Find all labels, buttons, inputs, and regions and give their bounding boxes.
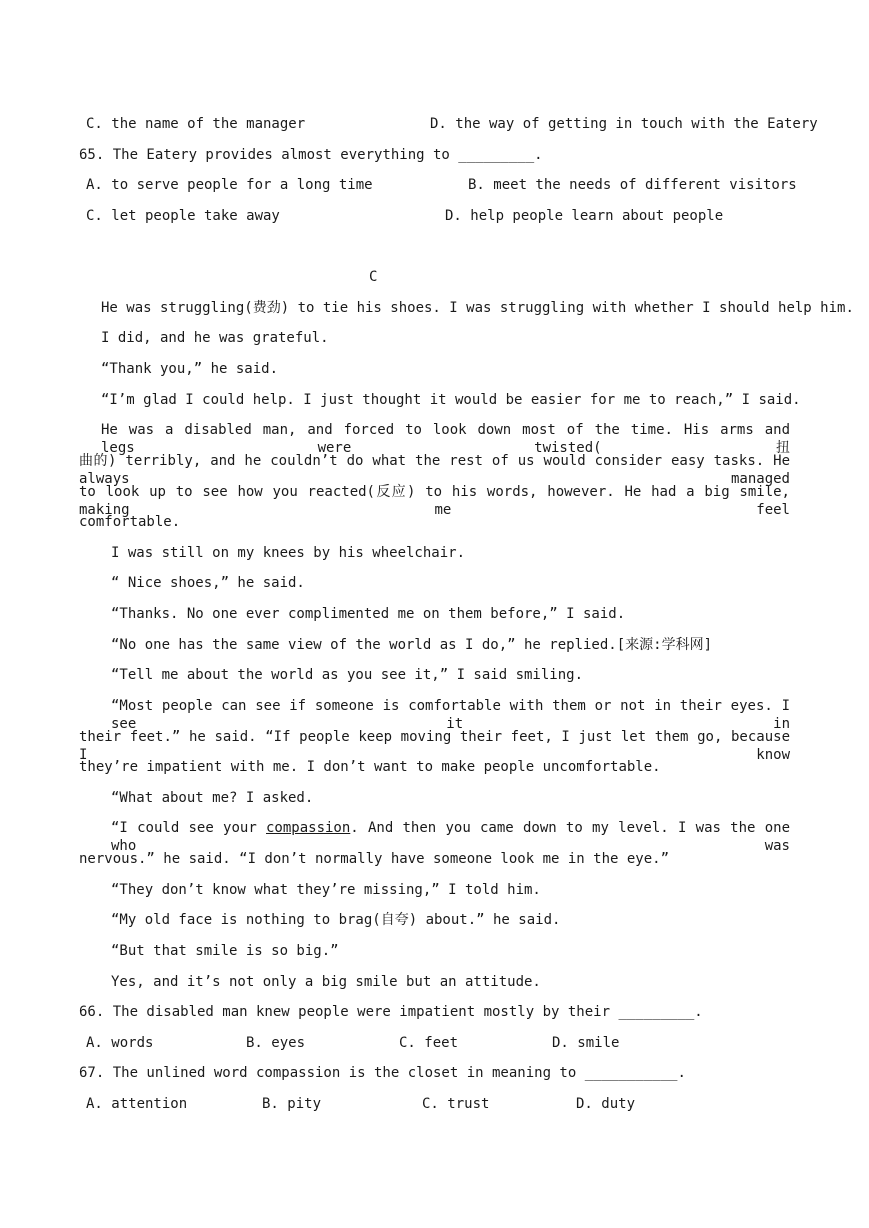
passage-line: “No one has the same view of the world as I do,” he replied.[来源:学科网]	[111, 637, 713, 653]
passage-line: “Tell me about the world as you see it,” I said smiling.	[111, 667, 584, 683]
passage-line: He was a disabled man, and forced to look down most of the time. His arms and legs were twisted(扭	[101, 422, 790, 456]
passage-line: “They don’t know what they’re missing,” I told him.	[111, 882, 541, 898]
q67-stem: 67. The unlined word compassion is the closet in meaning to ___________.	[79, 1065, 686, 1081]
passage-line: He was struggling(费劲) to tie his shoes. I was struggling with whether I should help him.	[101, 300, 854, 316]
passage-line: I was still on my knees by his wheelchair.	[111, 545, 466, 561]
q64-option-d: D. the way of getting in touch with the Eatery	[430, 116, 818, 132]
passage-line: “Thanks. No one ever complimented me on them before,” I said.	[111, 606, 626, 622]
q65-stem: 65. The Eatery provides almost everything to _________.	[79, 147, 543, 163]
passage-line: comfortable.	[79, 514, 181, 530]
q67-option-d: D. duty	[576, 1096, 636, 1112]
section-heading: C	[369, 269, 378, 285]
passage-line: to look up to see how you reacted(反应) to his words, however. He had a big smile, making me feel	[79, 484, 790, 518]
underlined-word: compassion	[266, 820, 351, 836]
q67-option-c: C. trust	[422, 1096, 490, 1112]
q66-stem: 66. The disabled man knew people were impatient mostly by their _________.	[79, 1004, 703, 1020]
q66-option-b: B. eyes	[246, 1035, 306, 1051]
q65-option-a: A. to serve people for a long time	[86, 177, 373, 193]
passage-line: “But that smile is so big.”	[111, 943, 339, 959]
passage-line: 曲的) terribly, and he couldn’t do what the rest of us would consider easy tasks. He always managed	[79, 453, 790, 487]
passage-line: nervous.” he said. “I don’t normally have someone look me in the eye.”	[79, 851, 670, 867]
passage-line: Yes, and it’s not only a big smile but an attitude.	[111, 974, 541, 990]
passage-line: “I’m glad I could help. I just thought it would be easier for me to reach,” I said.	[101, 392, 801, 408]
q66-option-c: C. feet	[399, 1035, 459, 1051]
q65-option-b: B. meet the needs of different visitors	[468, 177, 797, 193]
passage-line: “ Nice shoes,” he said.	[111, 575, 305, 591]
passage-line: their feet.” he said. “If people keep moving their feet, I just let them go, because I know	[79, 729, 790, 763]
q67-option-b: B. pity	[262, 1096, 322, 1112]
q65-option-c: C. let people take away	[86, 208, 280, 224]
passage-line: I did, and he was grateful.	[101, 330, 329, 346]
q64-option-c: C. the name of the manager	[86, 116, 306, 132]
q65-option-d: D. help people learn about people	[445, 208, 724, 224]
passage-line: “My old face is nothing to brag(自夸) about.” he said.	[111, 912, 561, 928]
passage-line: “What about me? I asked.	[111, 790, 314, 806]
q66-option-a: A. words	[86, 1035, 154, 1051]
q67-option-a: A. attention	[86, 1096, 188, 1112]
passage-line: “Thank you,” he said.	[101, 361, 279, 377]
passage-line: “Most people can see if someone is comfortable with them or not in their eyes. I see it in	[111, 698, 790, 732]
q66-option-d: D. smile	[552, 1035, 620, 1051]
passage-line: they’re impatient with me. I don’t want to make people uncomfortable.	[79, 759, 661, 775]
passage-line: “I could see your compassion. And then you came down to my level. I was the one who was	[111, 820, 790, 854]
